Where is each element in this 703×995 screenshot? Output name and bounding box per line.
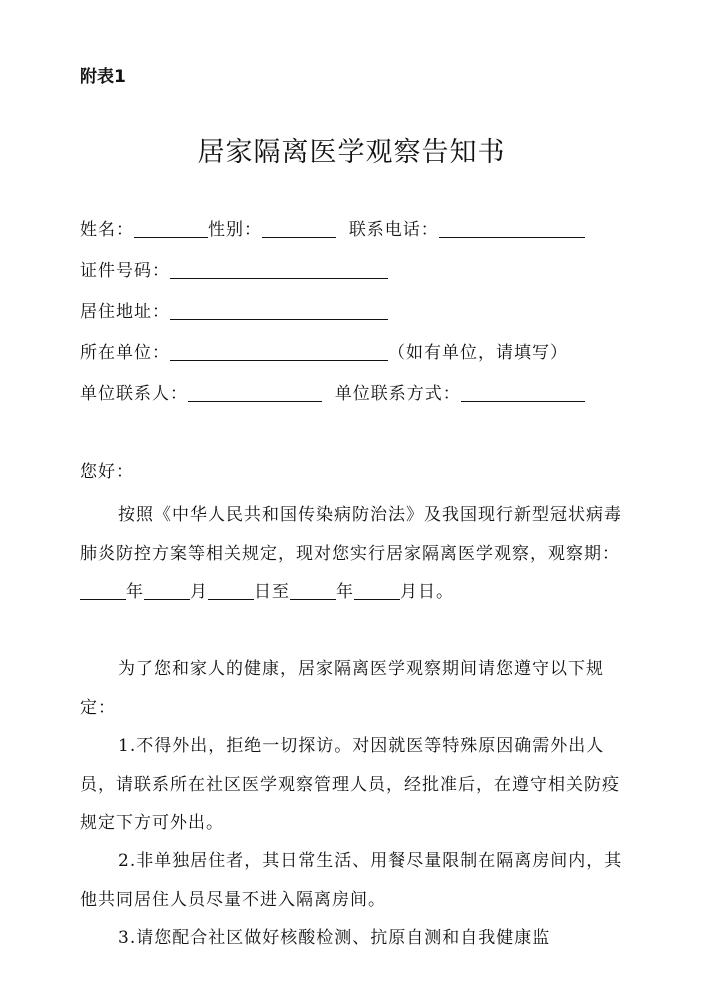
start-month-field[interactable] bbox=[144, 583, 190, 600]
unit-label: 所在单位： bbox=[80, 343, 170, 363]
id-label: 证件号码： bbox=[80, 261, 170, 281]
end-year-field[interactable] bbox=[290, 583, 336, 600]
rule-2: 2.非单独居住者，其日常生活、用餐尽量限制在隔离房间内，其他共同居住人员尽量不进入隔离房间。 bbox=[80, 851, 623, 910]
name-label: 姓名： bbox=[80, 220, 134, 240]
address-label: 居住地址： bbox=[80, 302, 170, 322]
unit-field[interactable] bbox=[170, 344, 388, 361]
rule-3: 3.请您配合社区做好核酸检测、抗原自测和自我健康监 bbox=[118, 928, 551, 948]
form-row-3 bbox=[80, 301, 388, 323]
form-row-2 bbox=[80, 260, 388, 282]
id-field[interactable] bbox=[170, 262, 388, 279]
unit-contact-method-label: 单位联系方式： bbox=[334, 384, 461, 404]
start-day-field[interactable] bbox=[208, 583, 254, 600]
gender-field[interactable] bbox=[262, 221, 336, 238]
paragraph-rules-intro: 为了您和家人的健康，居家隔离医学观察期间请您遵守以下规定： bbox=[80, 659, 604, 718]
unit-contact-method-field[interactable] bbox=[461, 385, 585, 402]
end-month-field[interactable] bbox=[354, 583, 400, 600]
phone-field[interactable] bbox=[439, 221, 585, 238]
form-row-4 bbox=[80, 342, 568, 364]
attachment-label: 附表1 bbox=[80, 67, 126, 87]
gender-label: 性别： bbox=[208, 220, 262, 240]
unit-contact-label: 单位联系人： bbox=[80, 384, 188, 404]
phone-label: 联系电话： bbox=[348, 220, 439, 240]
form-row-5 bbox=[80, 383, 585, 405]
paragraph-observation-period: 按照《中华人民共和国传染病防治法》及我国现行新型冠状病毒肺炎防控方案等相关规定，现对您实行居家隔离医学观察，观察期：年 月 日至 年 月日。 bbox=[80, 505, 622, 602]
rule-1: 1.不得外出，拒绝一切探访。对因就医等特殊原因确需外出人员，请联系所在社区医学观察管理人员，经批准后，在遵守相关防疫规定下方可外出。 bbox=[80, 736, 620, 833]
page-title: 居家隔离医学观察告知书 bbox=[197, 137, 506, 168]
name-field[interactable] bbox=[134, 221, 208, 238]
start-year-field[interactable] bbox=[80, 583, 126, 600]
greeting: 您好： bbox=[80, 462, 134, 482]
address-field[interactable] bbox=[170, 303, 388, 320]
unit-contact-field[interactable] bbox=[188, 385, 322, 402]
unit-note: （如有单位，请填写） bbox=[388, 343, 568, 363]
form-row-1 bbox=[80, 219, 585, 241]
